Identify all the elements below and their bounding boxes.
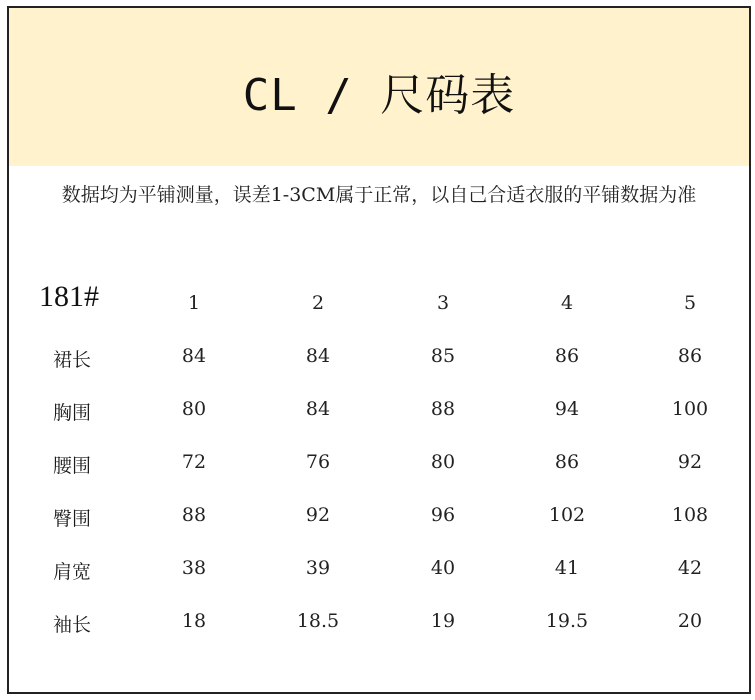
column-header: 2 — [311, 292, 325, 314]
table-cell: 88 — [430, 398, 456, 420]
table-cell: 19.5 — [545, 610, 589, 632]
measurement-note: 数据均为平铺测量，误差1-3CM属于正常，以自己合适衣服的平铺数据为准 — [61, 184, 697, 206]
title-banner — [9, 8, 749, 166]
table-cell: 19 — [430, 610, 456, 632]
table-row — [9, 557, 749, 597]
row-label: 肩宽 — [53, 561, 92, 583]
table-cell: 41 — [554, 557, 580, 579]
column-header: 4 — [560, 292, 574, 314]
row-label: 胸围 — [53, 402, 92, 424]
table-cell: 96 — [430, 504, 456, 526]
table-cell: 40 — [430, 557, 456, 579]
table-cell: 18.5 — [296, 610, 340, 632]
table-cell: 80 — [181, 398, 207, 420]
table-cell: 38 — [181, 557, 207, 579]
table-cell: 42 — [677, 557, 703, 579]
table-row — [9, 504, 749, 544]
row-label: 袖长 — [53, 614, 92, 636]
table-cell: 72 — [181, 451, 207, 473]
row-label: 裙长 — [53, 349, 92, 371]
column-header: 1 — [187, 292, 201, 314]
table-cell: 20 — [677, 610, 703, 632]
table-header-row — [9, 280, 749, 332]
table-row — [9, 451, 749, 491]
column-header: 5 — [683, 292, 697, 314]
table-cell: 80 — [430, 451, 456, 473]
table-cell: 94 — [554, 398, 580, 420]
table-cell: 84 — [305, 345, 331, 367]
table-row — [9, 398, 749, 438]
page-title: CL / 尺码表 — [242, 70, 516, 121]
column-header: 3 — [436, 292, 450, 314]
table-cell: 84 — [181, 345, 207, 367]
table-cell: 86 — [554, 345, 580, 367]
table-cell: 39 — [305, 557, 331, 579]
size-chart-frame — [7, 6, 751, 694]
table-cell: 18 — [181, 610, 207, 632]
table-cell: 108 — [671, 504, 709, 526]
row-label: 臀围 — [53, 508, 92, 530]
table-cell: 102 — [548, 504, 586, 526]
table-cell: 85 — [430, 345, 456, 367]
table-cell: 88 — [181, 504, 207, 526]
table-cell: 92 — [677, 451, 703, 473]
table-row — [9, 345, 749, 385]
table-cell: 92 — [305, 504, 331, 526]
table-cell: 86 — [554, 451, 580, 473]
table-cell: 100 — [671, 398, 709, 420]
table-cell: 84 — [305, 398, 331, 420]
row-label: 腰围 — [53, 455, 92, 477]
table-row — [9, 610, 749, 650]
table-cell: 76 — [305, 451, 331, 473]
table-cell: 86 — [677, 345, 703, 367]
size-code: 181# — [39, 280, 99, 313]
